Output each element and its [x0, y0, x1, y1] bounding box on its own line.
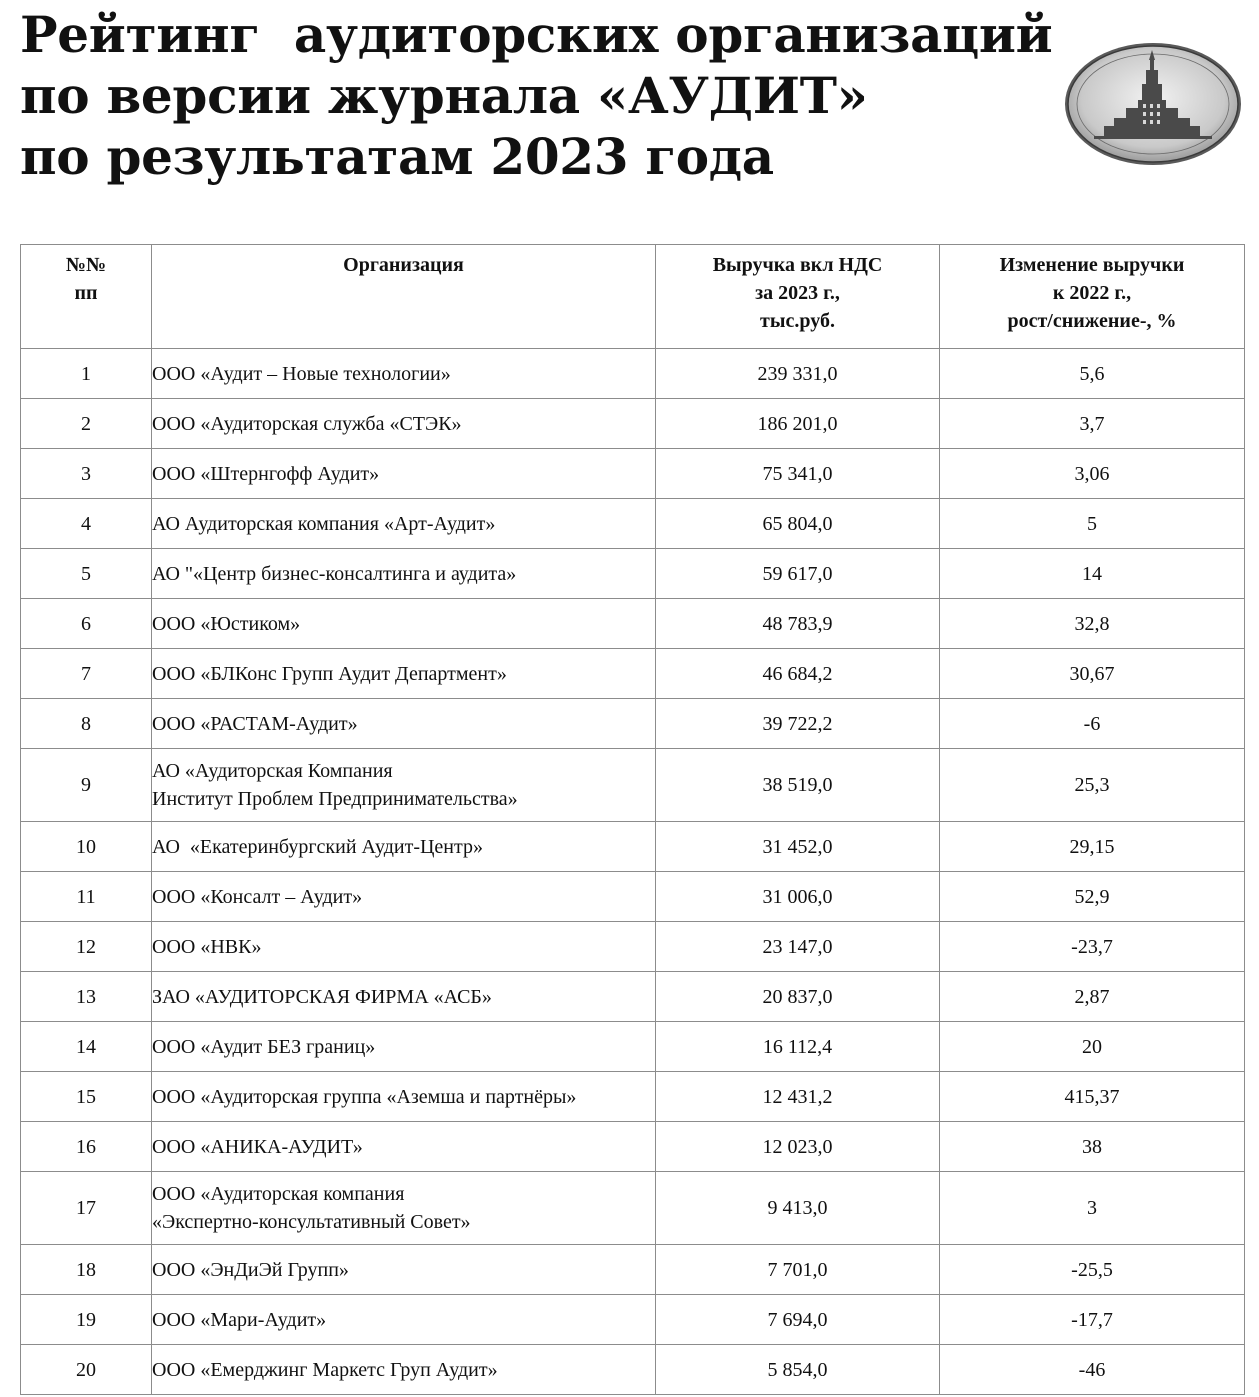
organization-name-line: ООО «РАСТАМ-Аудит» [152, 712, 358, 735]
cell-organization [152, 1072, 656, 1122]
cell-organization [152, 1172, 656, 1245]
header-change-line: Изменение выручки [999, 254, 1185, 276]
cell-revenue: 31 452,0 [656, 822, 940, 872]
cell-rank: 20 [21, 1345, 152, 1395]
cell-organization [152, 922, 656, 972]
cell-rank: 3 [21, 449, 152, 499]
cell-revenue-change: 3 [940, 1172, 1245, 1245]
cell-revenue: 48 783,9 [656, 599, 940, 649]
cell-organization [152, 972, 656, 1022]
cell-revenue: 75 341,0 [656, 449, 940, 499]
title-line-3: по результатам 2023 года [20, 127, 774, 186]
cell-revenue: 186 201,0 [656, 399, 940, 449]
header-num-line: пп [74, 282, 98, 304]
title-line-1: Рейтинг аудиторских организаций [20, 5, 1053, 64]
cell-revenue-change: 3,06 [940, 449, 1245, 499]
cell-organization [152, 1345, 656, 1395]
cell-organization [152, 1022, 656, 1072]
table-row [21, 649, 1245, 699]
header-change [940, 245, 1245, 349]
organization-name-line: ООО «Аудиторская группа «Аземша и партнёры» [152, 1085, 577, 1108]
cell-rank: 14 [21, 1022, 152, 1072]
organization-name-line: ООО «Штернгофф Аудит» [152, 462, 380, 485]
cell-rank: 8 [21, 699, 152, 749]
table-row [21, 922, 1245, 972]
cell-revenue: 65 804,0 [656, 499, 940, 549]
organization-name-line: ООО «Аудит БЕЗ границ» [152, 1035, 376, 1058]
cell-organization [152, 1295, 656, 1345]
header-num-line: №№ [65, 254, 107, 276]
cell-organization [152, 649, 656, 699]
cell-revenue: 23 147,0 [656, 922, 940, 972]
organization-name-line: ООО «БЛКонс Групп Аудит Департмент» [152, 662, 507, 685]
cell-revenue: 31 006,0 [656, 872, 940, 922]
organization-name-line: ООО «Аудиторская компания [152, 1183, 405, 1205]
cell-rank: 9 [21, 749, 152, 822]
cell-revenue-change: 30,67 [940, 649, 1245, 699]
cell-revenue: 12 023,0 [656, 1122, 940, 1172]
organization-name-line: ООО «Аудит – Новые технологии» [152, 362, 451, 385]
table-row [21, 1072, 1245, 1122]
table-row [21, 499, 1245, 549]
title-line-2: по версии журнала «АУДИТ» [20, 66, 868, 125]
cell-revenue-change: 415,37 [940, 1072, 1245, 1122]
organization-name-line: ЗАО «АУДИТОРСКАЯ ФИРМА «АСБ» [152, 985, 492, 1008]
cell-organization [152, 399, 656, 449]
table-row [21, 1122, 1245, 1172]
cell-organization [152, 872, 656, 922]
cell-revenue-change: -6 [940, 699, 1245, 749]
header-revenue-line: за 2023 г., [755, 282, 840, 304]
header-change-line: рост/снижение-, % [1007, 310, 1177, 332]
organization-name-line: ООО «Юстиком» [152, 612, 301, 635]
cell-revenue: 239 331,0 [656, 349, 940, 399]
cell-revenue-change: 20 [940, 1022, 1245, 1072]
cell-rank: 12 [21, 922, 152, 972]
cell-revenue-change: -46 [940, 1345, 1245, 1395]
cell-revenue-change: 52,9 [940, 872, 1245, 922]
organization-name-line: ООО «Мари-Аудит» [152, 1308, 327, 1331]
cell-rank: 19 [21, 1295, 152, 1345]
table-row [21, 1345, 1245, 1395]
organization-name-line: Институт Проблем Предпринимательства» [152, 788, 518, 810]
organization-name-line: ООО «Емерджинг Маркетс Груп Аудит» [152, 1358, 498, 1381]
cell-revenue: 5 854,0 [656, 1345, 940, 1395]
cell-revenue: 46 684,2 [656, 649, 940, 699]
organization-name-line: ООО «Консалт – Аудит» [152, 885, 363, 908]
cell-revenue-change: -17,7 [940, 1295, 1245, 1345]
cell-revenue: 7 701,0 [656, 1245, 940, 1295]
cell-revenue-change: 5 [940, 499, 1245, 549]
organization-name-line: ООО «Аудиторская служба «СТЭК» [152, 412, 462, 435]
cell-rank: 2 [21, 399, 152, 449]
header-revenue-line: тыс.руб. [760, 310, 835, 332]
rating-table [20, 244, 1245, 1395]
cell-rank: 4 [21, 499, 152, 549]
cell-revenue: 39 722,2 [656, 699, 940, 749]
header-num [21, 245, 152, 349]
table-row [21, 349, 1245, 399]
cell-revenue: 12 431,2 [656, 1072, 940, 1122]
table-row [21, 599, 1245, 649]
cell-revenue-change: 29,15 [940, 822, 1245, 872]
table-row [21, 822, 1245, 872]
cell-revenue: 9 413,0 [656, 1172, 940, 1245]
organization-name-line: «Экспертно-консультативный Совет» [152, 1211, 471, 1233]
cell-organization [152, 549, 656, 599]
table-row [21, 1172, 1245, 1245]
cell-rank: 16 [21, 1122, 152, 1172]
header-revenue-line: Выручка вкл НДС [712, 254, 883, 276]
cell-revenue-change: -25,5 [940, 1245, 1245, 1295]
organization-name-line: ООО «НВК» [152, 935, 262, 958]
organization-name-line: ООО «ЭнДиЭй Групп» [152, 1258, 349, 1281]
organization-name-line: АО «Екатеринбургский Аудит-Центр» [152, 835, 483, 858]
header-org-line: Организация [343, 254, 464, 276]
table-row [21, 399, 1245, 449]
cell-rank: 18 [21, 1245, 152, 1295]
cell-organization [152, 1245, 656, 1295]
cell-revenue-change: 25,3 [940, 749, 1245, 822]
cell-revenue: 59 617,0 [656, 549, 940, 599]
organization-name-line: АО Аудиторская компания «Арт-Аудит» [152, 512, 496, 535]
cell-organization [152, 699, 656, 749]
cell-rank: 11 [21, 872, 152, 922]
cell-organization [152, 349, 656, 399]
cell-revenue: 20 837,0 [656, 972, 940, 1022]
cell-organization [152, 499, 656, 549]
table-row [21, 449, 1245, 499]
table-row [21, 699, 1245, 749]
organization-name-line: АО «Аудиторская Компания [152, 760, 393, 782]
cell-rank: 7 [21, 649, 152, 699]
cell-revenue: 16 112,4 [656, 1022, 940, 1072]
cell-revenue: 38 519,0 [656, 749, 940, 822]
organization-name-line: ООО «АНИКА-АУДИТ» [152, 1135, 363, 1158]
cell-rank: 13 [21, 972, 152, 1022]
cell-organization [152, 599, 656, 649]
cell-rank: 17 [21, 1172, 152, 1245]
cell-rank: 10 [21, 822, 152, 872]
cell-revenue-change: 14 [940, 549, 1245, 599]
cell-organization [152, 749, 656, 822]
table-row [21, 1295, 1245, 1345]
organization-name-line: АО "«Центр бизнес-консалтинга и аудита» [152, 562, 517, 585]
cell-rank: 15 [21, 1072, 152, 1122]
cell-revenue-change: 5,6 [940, 349, 1245, 399]
cell-organization [152, 1122, 656, 1172]
cell-revenue-change: 32,8 [940, 599, 1245, 649]
cell-rank: 5 [21, 549, 152, 599]
cell-organization [152, 822, 656, 872]
journal-emblem-icon [1064, 42, 1242, 166]
cell-rank: 6 [21, 599, 152, 649]
cell-revenue-change: 3,7 [940, 399, 1245, 449]
table-row [21, 749, 1245, 822]
cell-revenue-change: -23,7 [940, 922, 1245, 972]
table-row [21, 972, 1245, 1022]
table-header-row [21, 245, 1245, 349]
table-row [21, 549, 1245, 599]
cell-organization [152, 449, 656, 499]
table-row [21, 1245, 1245, 1295]
header-org [152, 245, 656, 349]
cell-revenue-change: 38 [940, 1122, 1245, 1172]
table-row [21, 1022, 1245, 1072]
header-change-line: к 2022 г., [1052, 282, 1132, 304]
cell-revenue-change: 2,87 [940, 972, 1245, 1022]
cell-rank: 1 [21, 349, 152, 399]
page-title [20, 4, 1052, 187]
table-row [21, 872, 1245, 922]
header-revenue [656, 245, 940, 349]
cell-revenue: 7 694,0 [656, 1295, 940, 1345]
